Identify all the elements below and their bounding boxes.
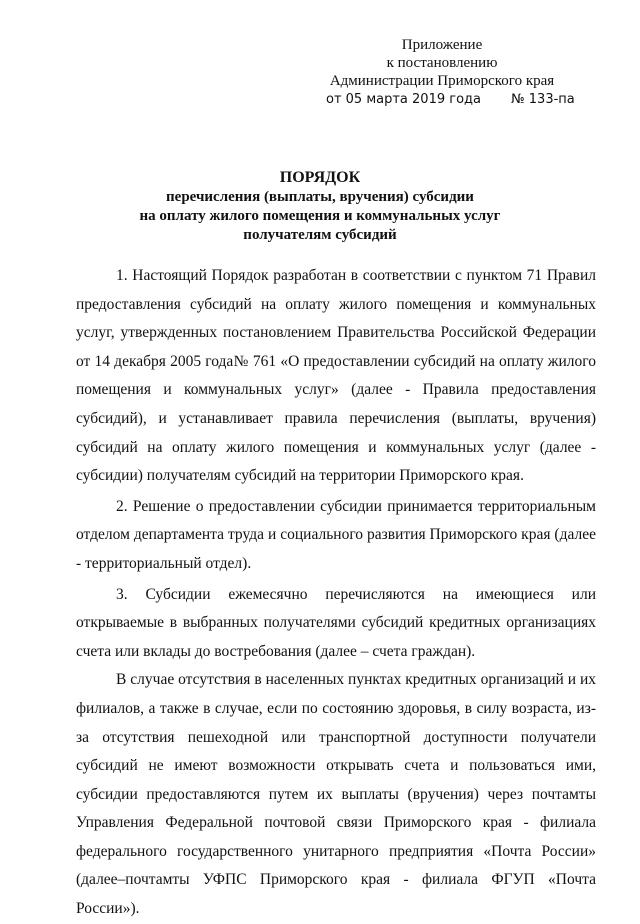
document-subtitle-line-2: на оплату жилого помещения и коммунальных услуг — [139, 208, 501, 224]
paragraph-2: 2. Решение о предоставлении субсидии принимается территориальным отделом департамента труда и социального развития Приморского края (далее - территориальный отдел). — [76, 497, 596, 572]
paragraph-4: В случае отсутствия в населенных пунктах кредитных организаций и их филиалов, а также в случае, если по состоянию здоровья, в силу возраста, из-за отсутствия пешеходной или транспортной доступности получатели субсидий не имеют возможности открывать счета и пользоваться ими, субсидии предоставляются путем их выплаты (вручения) через почтамты Управления Федеральной почтовой связи Приморского края - филиала федерального государственного унитарного предприятия «Почта России» (далее–почтамты УФПС Приморского края - филиала ФГУП «Почта России»). — [76, 671, 596, 918]
appendix-authority: Администрации Приморского края — [329, 73, 555, 89]
document-heading — [60, 168, 580, 245]
paragraph-3: 3. Субсидии ежемесячно перечисляются на имеющиеся или открываемые в выбранных получателями субсидий кредитных организациях счета или вклады до востребования (далее – счета граждан). — [76, 585, 596, 660]
document-title: ПОРЯДОК — [279, 169, 361, 186]
appendix-block — [316, 36, 575, 109]
appendix-label: Приложение — [401, 37, 483, 53]
document-subtitle-line-3: получателям субсидий — [243, 227, 397, 243]
document-subtitle-line-1: перечисления (выплаты, вручения) субсидии — [166, 189, 474, 205]
appendix-reference: к постановлению — [386, 55, 498, 71]
document-body — [76, 262, 596, 924]
paragraph-1: 1. Настоящий Порядок разработан в соответствии с пунктом 71 Правил предоставления субсидий на оплату жилого помещения и коммунальных услуг, утвержденных постановлением Правительства Российской Федерации от 14 декабря 2005 года№ 761 «О предоставлении субсидий на оплату жилого помещения и коммунальных услуг» (далее - Правила предоставления субсидий), и устанавливает правила перечисления (выплаты, вручения) субсидий на оплату жилого помещения и коммунальных услуг (далее - субсидии) получателям субсидий на территории Приморского края. — [76, 267, 596, 485]
appendix-number: № 133-па — [511, 92, 575, 107]
appendix-date: от 05 марта 2019 года — [326, 92, 481, 107]
appendix-date-line — [316, 91, 575, 109]
